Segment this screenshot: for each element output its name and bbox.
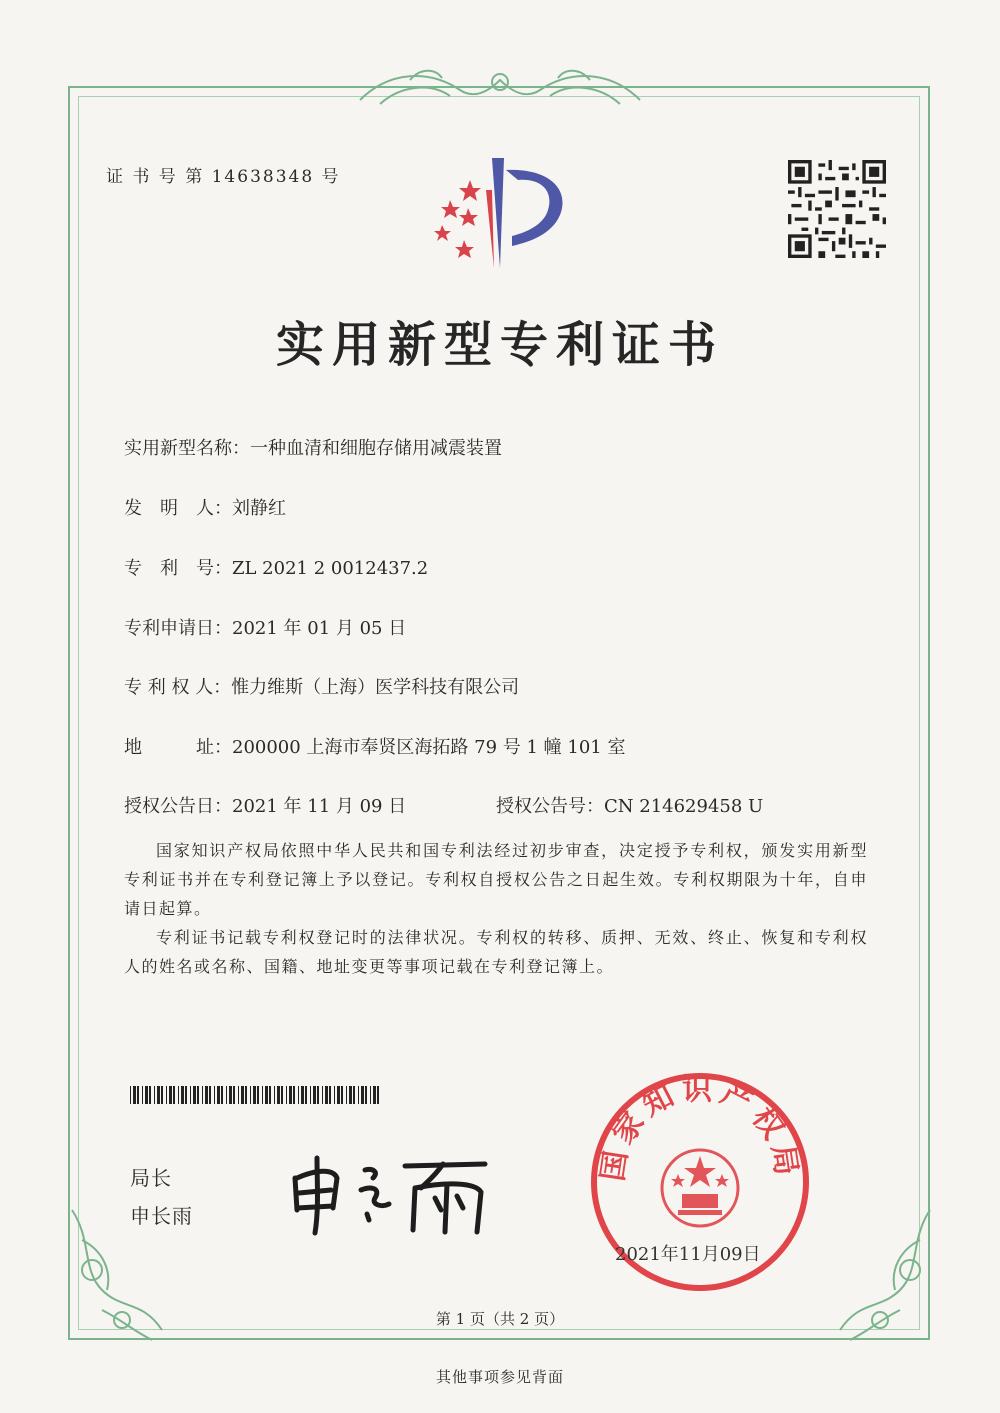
grant-date-value: 2021 年 11 月 09 日 [232,796,407,817]
seal-text: 国家知识产权局 [595,1072,805,1184]
address-field [124,733,625,759]
footer-note: 其他事项参见背面 [435,1368,564,1386]
patent-office-emblem-icon [420,150,580,275]
address-label: 地 址： [124,737,232,758]
inventor-label: 发 明 人： [124,498,232,519]
application-date-field [124,614,406,640]
patentee-value: 惟力维斯（上海）医学科技有限公司 [231,677,520,698]
page-number: 第 1 页（共 2 页） [435,1310,565,1328]
address-value: 200000 上海市奉贤区海拓路 79 号 1 幢 101 室 [232,737,626,758]
patentee-label: 专 利 权 人： [124,677,232,698]
top-ornament [350,60,650,112]
inventor-field [124,494,286,520]
grant-date-field [124,792,406,818]
certificate-title: 实用新型专利证书 [275,317,724,373]
patent-number-value: ZL 2021 2 0012437.2 [232,558,429,579]
director-title: 局长 [130,1166,172,1190]
certificate-paragraph-2: 专利证书记载专利权登记时的法律状况。专利权的转移、质押、无效、终止、恢复和专利权人的姓名或名称、国籍、地址变更等事项记载在专利登记簿上。 [124,928,868,976]
utility-model-name-label: 实用新型名称： [124,438,250,459]
barcode [130,1086,380,1104]
grant-number-field [496,792,763,818]
grant-number-label: 授权公告号： [496,796,604,817]
patent-number-field [124,554,428,580]
certificate-paragraph-1: 国家知识产权局依照中华人民共和国专利法经过初步审查，决定授予专利权，颁发实用新型专利证书并在专利登记簿上予以登记。专利权自授权公告之日起生效。专利权期限为十年，自申请日起算。 [124,841,868,918]
patent-number-label: 专 利 号： [124,558,232,579]
application-date-label: 专利申请日： [124,618,232,639]
director-signature [285,1148,505,1238]
utility-model-name-field [124,434,502,460]
grant-number-value: CN 214629458 U [604,796,764,817]
qr-code [788,160,886,258]
grant-date-label: 授权公告日： [124,796,232,817]
seal-date: 2021年11月09日 [615,1244,761,1265]
application-date-value: 2021 年 01 月 05 日 [232,618,407,639]
patentee-field [124,673,519,699]
certificate-number: 证 书 号 第 14638348 号 [106,167,341,187]
inventor-value: 刘静红 [232,498,286,519]
utility-model-name-value: 一种血清和细胞存储用减震装置 [250,438,502,459]
director-name: 申长雨 [130,1204,193,1228]
